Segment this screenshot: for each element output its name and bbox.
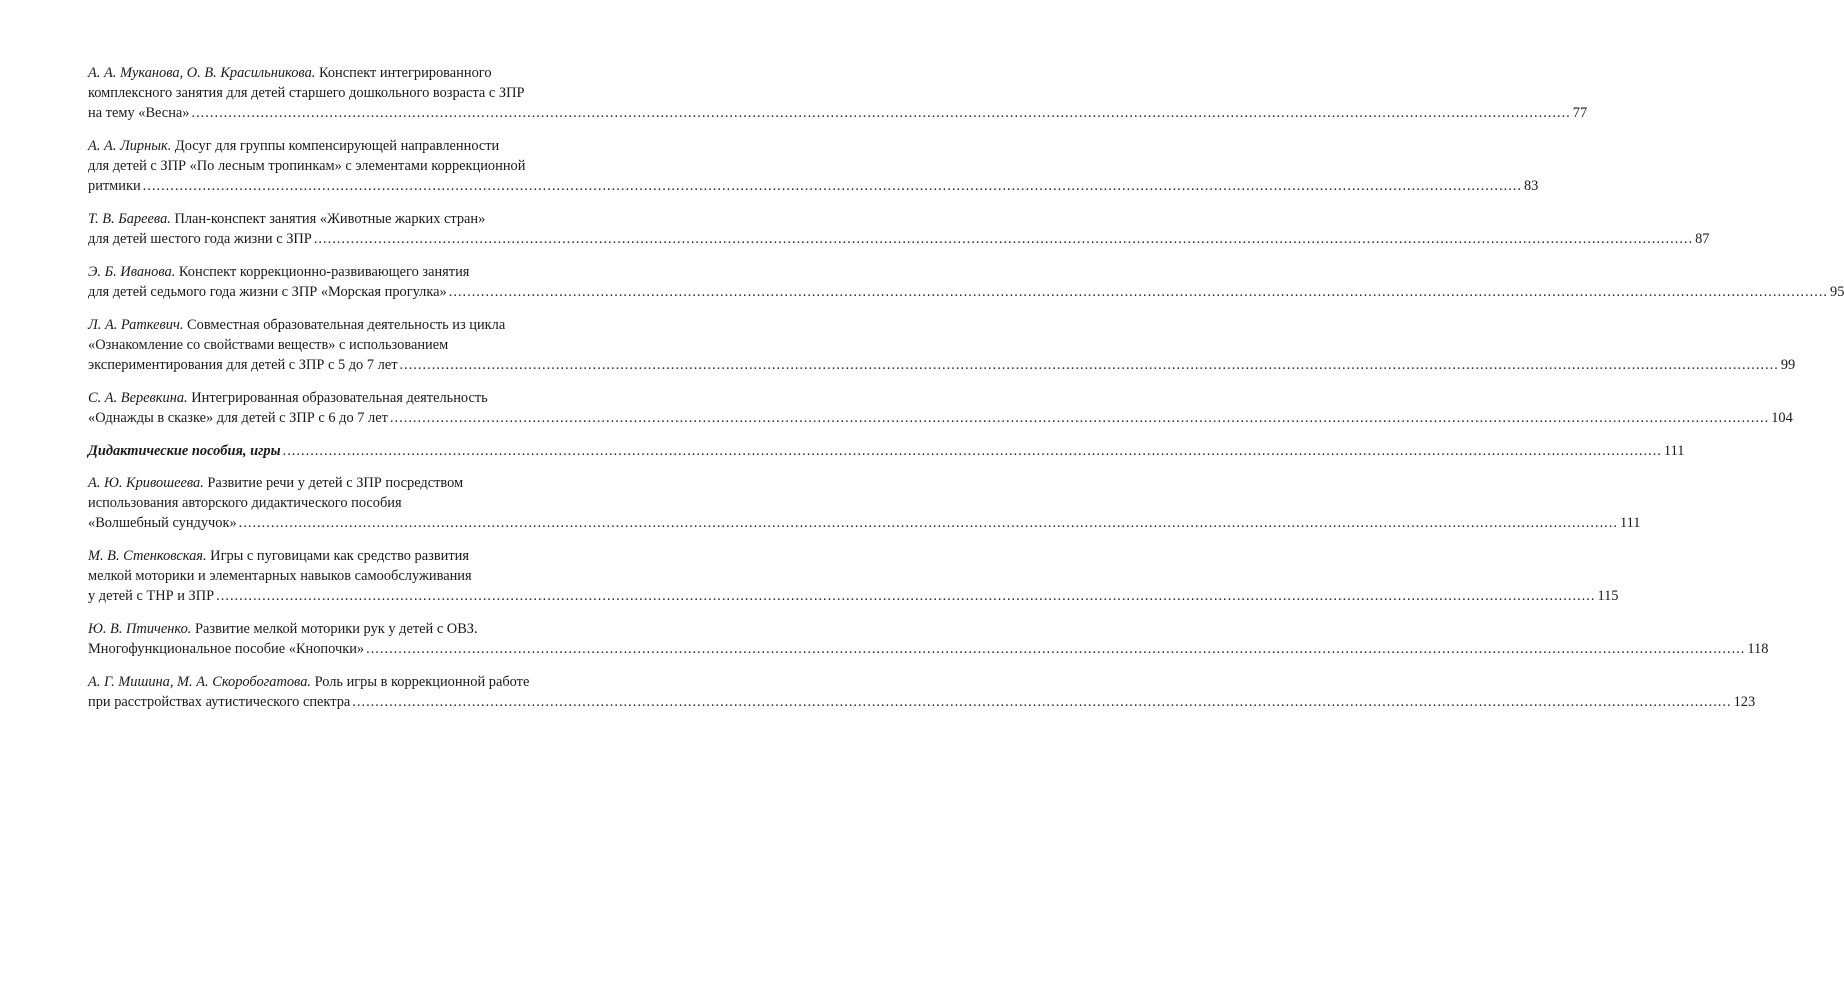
dot-leader: ............................................................................................................................................................................................................................................................................................................ [142, 178, 1522, 194]
toc-line [88, 315, 612, 335]
toc-entry [88, 473, 1641, 533]
page-number: 111 [1663, 443, 1685, 459]
entry-author: С. А. Веревкина. [88, 390, 188, 406]
entry-author: Т. В. Бареева. [88, 211, 171, 227]
page-number: 115 [1597, 588, 1619, 604]
toc-entry [88, 136, 1539, 196]
dot-leader: ............................................................................................................................................................................................................................................................................................................ [352, 694, 1732, 710]
dot-leader: ............................................................................................................................................................................................................................................................................................................ [313, 231, 1694, 247]
entry-title-text: использования авторского дидактического пособия [88, 495, 402, 511]
toc-line [88, 262, 612, 282]
entry-title-text: Роль игры в коррекционной работе [310, 674, 530, 690]
toc-line [88, 388, 612, 408]
toc-line [88, 335, 612, 355]
entry-author: Э. Б. Иванова. [88, 264, 176, 280]
dot-leader: ............................................................................................................................................................................................................................................................................................................ [389, 410, 1770, 426]
toc-entry [88, 388, 1793, 428]
toc-line [88, 513, 1641, 533]
toc-line [88, 63, 612, 83]
dot-leader: ............................................................................................................................................................................................................................................................................................................ [448, 284, 1829, 300]
toc-entry [88, 63, 1588, 123]
entry-title-text: для детей шестого года жизни с ЗПР [88, 231, 312, 247]
toc-line [88, 408, 1793, 428]
page-number: 123 [1733, 694, 1756, 710]
entry-author: М. В. Стенковская. [88, 548, 207, 564]
toc-section-heading [88, 441, 1685, 461]
entry-title-text: у детей с ТНР и ЗПР [88, 588, 215, 604]
entry-author: А. Ю. Кривошеева. [88, 475, 204, 491]
toc-entry [88, 209, 1710, 249]
section-title: Дидактические пособия, игры [88, 443, 281, 459]
toc-line [88, 136, 612, 156]
entry-title-text: Досуг для группы компенсирующей направленности [171, 138, 500, 154]
toc-line [88, 639, 1769, 659]
toc-line [88, 473, 612, 493]
toc-entry [88, 672, 1756, 712]
page-number: 104 [1771, 410, 1793, 426]
toc-line [88, 282, 1844, 302]
dot-leader: ............................................................................................................................................................................................................................................................................................................ [238, 515, 1618, 531]
dot-leader: ............................................................................................................................................................................................................................................................................................................ [366, 641, 1746, 657]
toc-line [88, 103, 1588, 123]
toc-line [88, 229, 1710, 249]
toc-line [88, 209, 612, 229]
toc-line [88, 176, 1539, 196]
page-number: 83 [1523, 178, 1539, 194]
page-number: 99 [1780, 357, 1796, 373]
entry-author: А. А. Лирнык. [88, 138, 172, 154]
toc-line [88, 493, 612, 513]
toc-entry [88, 546, 1619, 606]
entry-title-text: «Однажды в сказке» для детей с ЗПР с 6 до 7 лет [88, 410, 388, 426]
entry-title-text: для детей седьмого года жизни с ЗПР «Морская прогулка» [88, 284, 447, 300]
dot-leader: ............................................................................................................................................................................................................................................................................................................ [399, 357, 1779, 373]
entry-title-text: мелкой моторики и элементарных навыков самообслуживания [88, 568, 472, 584]
toc-line [88, 586, 1619, 606]
dot-leader: ............................................................................................................................................................................................................................................................................................................ [191, 105, 1571, 121]
entry-title-text: «Ознакомление со свойствами веществ» с использованием [88, 337, 449, 353]
toc-entry [88, 315, 1796, 375]
toc-line [88, 566, 612, 586]
entry-title-text: Совместная образовательная деятельность из цикла [183, 317, 506, 333]
dot-leader: ............................................................................................................................................................................................................................................................................................................ [216, 588, 1596, 604]
entry-title-text: экспериментирования для детей с ЗПР с 5 до 7 лет [88, 357, 398, 373]
entry-title-text: ритмики [88, 178, 141, 194]
entry-author: А. А. Муканова, О. В. Красильникова. [88, 65, 316, 81]
entry-title-text: на тему «Весна» [88, 105, 190, 121]
entry-title-text: Конспект коррекционно-развивающего занятия [175, 264, 470, 280]
page-number: 118 [1747, 641, 1769, 657]
entry-author: Л. А. Раткевич. [88, 317, 184, 333]
entry-title-text: Развитие мелкой моторики рук у детей с ОВЗ. [191, 621, 478, 637]
entry-author: А. Г. Мишина, М. А. Скоробогатова. [88, 674, 311, 690]
entry-author: Ю. В. Птиченко. [88, 621, 192, 637]
toc-line [88, 546, 612, 566]
entry-title-text: для детей с ЗПР «По лесным тропинкам» с элементами коррекционной [88, 158, 526, 174]
entry-title-text: Конспект интегрированного [315, 65, 492, 81]
entry-title-text: Игры с пуговицами как средство развития [206, 548, 469, 564]
toc-line [88, 441, 1685, 461]
table-of-contents [88, 63, 1844, 725]
page-number: 87 [1695, 231, 1710, 247]
entry-title-text: Развитие речи у детей с ЗПР посредством [203, 475, 464, 491]
entry-title-text: Интегрированная образовательная деятельность [187, 390, 488, 406]
toc-line [88, 355, 1796, 375]
entry-title-text: «Волшебный сундучок» [88, 515, 237, 531]
entry-title-text: комплексного занятия для детей старшего дошкольного возраста с ЗПР [88, 85, 525, 101]
toc-line [88, 156, 612, 176]
page-number: 111 [1619, 515, 1641, 531]
toc-line [88, 672, 612, 692]
page-number: 95 [1830, 284, 1844, 300]
toc-line [88, 83, 612, 103]
toc-line [88, 619, 612, 639]
page-number: 77 [1572, 105, 1588, 121]
toc-line [88, 692, 1756, 712]
toc-entry [88, 619, 1769, 659]
toc-entry [88, 262, 1844, 302]
entry-title-text: при расстройствах аутистического спектра [88, 694, 351, 710]
entry-title-text: Многофункциональное пособие «Кнопочки» [88, 641, 365, 657]
dot-leader: ............................................................................................................................................................................................................................................................................................................ [282, 443, 1662, 459]
entry-title-text: План-конспект занятия «Животные жарких стран» [170, 211, 486, 227]
